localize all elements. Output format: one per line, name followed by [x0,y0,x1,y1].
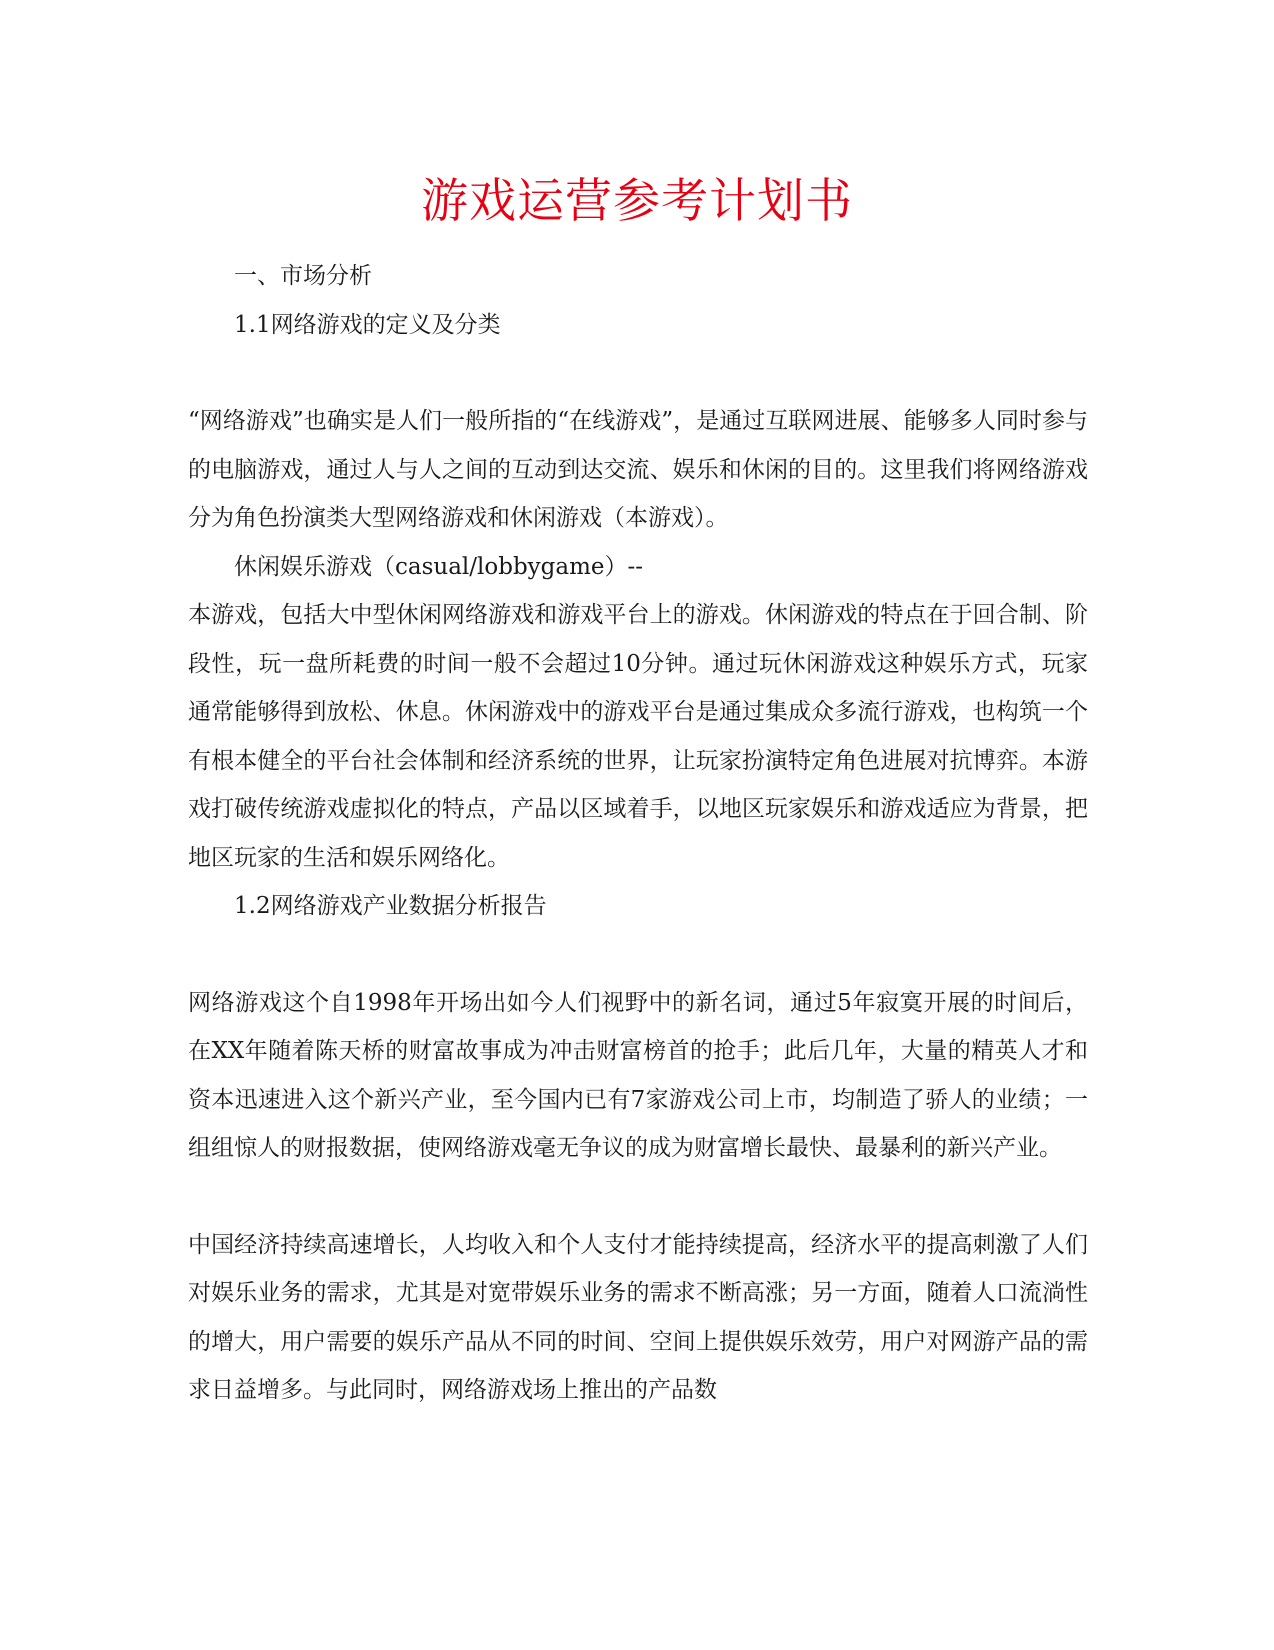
document-title: 游戏运营参考计划书 [421,174,853,229]
subsection-heading-industry-data: 1.2网络游戏产业数据分析报告 [234,893,547,919]
subheading-casual-games: 休闲娱乐游戏（casual/lobbygame）-- [234,553,644,580]
subsection-heading-definition: 1.1网络游戏的定义及分类 [234,311,501,338]
paragraph-economic-growth: 中国经济持续高速增长，人均收入和个人支付才能持续提高，经济水平的提高刺激了人们对娱乐业务的需求，尤其是对宽带娱乐业务的需求不断高涨；另一方面，随着人口流淌性的增大，用户需要的娱乐产品从不同的时间、空间上提供娱乐效劳，用户对网游产品的需求日益增多。与此同时，网络游戏场上推出的产品数 [188,1231,1088,1403]
section-heading-market-analysis: 一、市场分析 [234,263,372,289]
blank-line [188,1173,1088,1221]
blank-line [188,349,1088,397]
paragraph-online-game-definition: “网络游戏”也确实是人们一般所指的“在线游戏”，是通过互联网进展、能够多人同时参与的电脑游戏，通过人与人之间的互动到达交流、娱乐和休闲的目的。这里我们将网络游戏分为角色扮演类大型网络游戏和休闲游戏（本游戏）。 [188,408,1088,531]
paragraph-casual-games: 本游戏，包括大中型休闲网络游戏和游戏平台上的游戏。休闲游戏的特点在于回合制、阶段性，玩一盘所耗费的时间一般不会超过10分钟。通过玩休闲游戏这种娱乐方式，玩家通常能够得到放松、休息。休闲游戏中的游戏平台是通过集成众多流行游戏，也构筑一个有根本健全的平台社会体制和经济系统的世界，让玩家扮演特定角色进展对抗博弈。本游戏打破传统游戏虚拟化的特点，产品以区域着手，以地区玩家娱乐和游戏适应为背景，把地区玩家的生活和娱乐网络化。 [188,602,1088,871]
paragraph-industry-history: 网络游戏这个自1998年开场出如今人们视野中的新名词，通过5年寂寞开展的时间后，在XX年随着陈天桥的财富故事成为冲击财富榜首的抢手；此后几年，大量的精英人才和资本迅速进入这个新兴产业，至今国内已有7家游戏公司上市，均制造了骄人的业绩；一组组惊人的财报数据，使网络游戏毫无争议的成为财富增长最快、最暴利的新兴产业。 [188,989,1088,1161]
document-body [188,252,1088,1415]
blank-line [188,931,1088,979]
